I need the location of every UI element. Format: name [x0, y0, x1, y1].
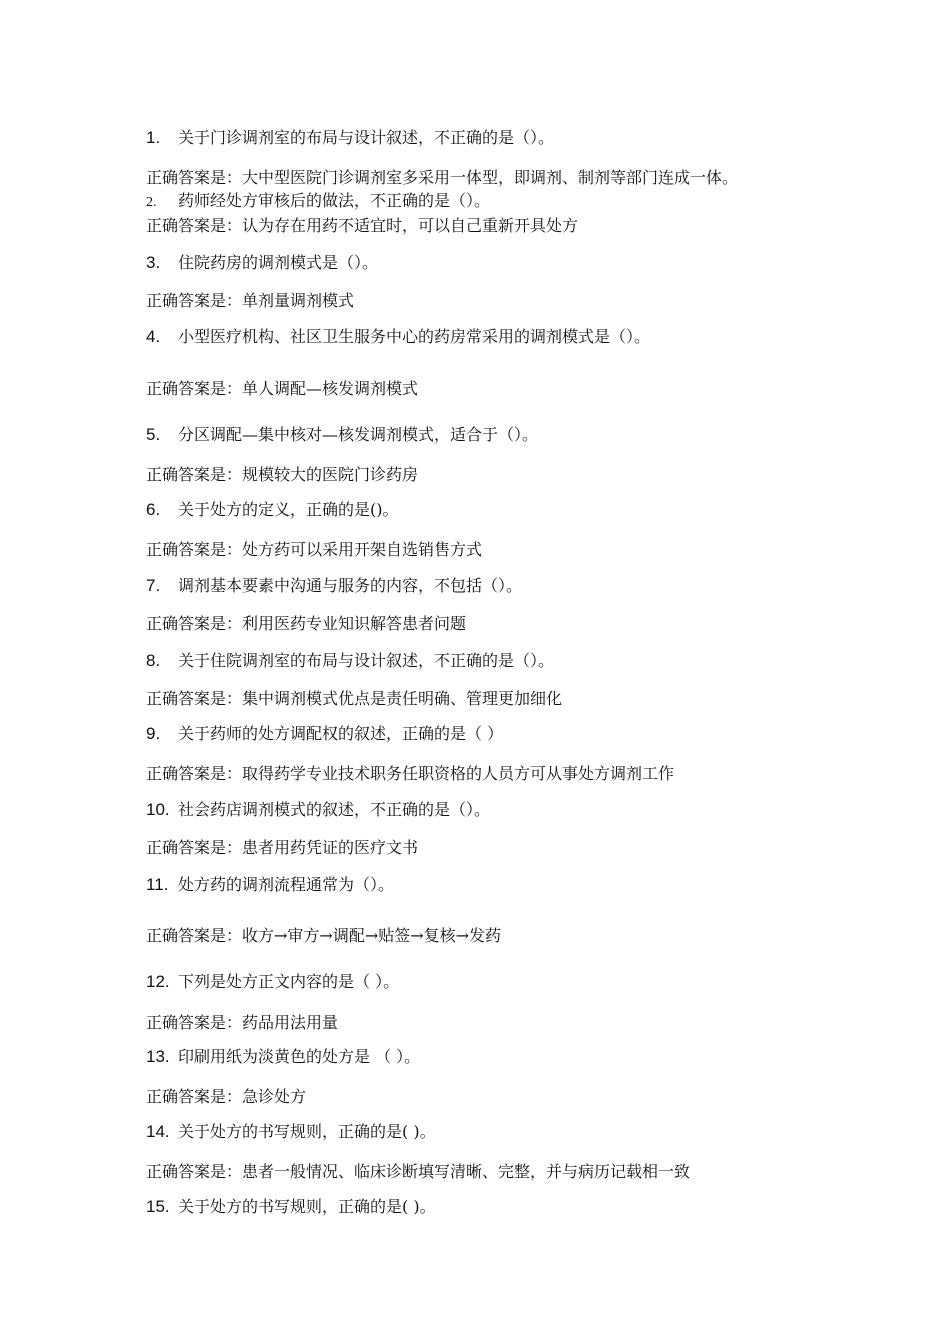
answer-6 [146, 540, 482, 560]
question-14 [146, 1122, 436, 1142]
answer-text: 急诊处方 [242, 1087, 307, 1106]
answer-text: 单剂量调剂模式 [242, 291, 355, 310]
question-text: 印刷用纸为淡黄色的处方是 （ ）。 [178, 1047, 421, 1066]
question-11 [146, 875, 394, 895]
answer-7 [146, 614, 466, 634]
question-number: 12. [146, 972, 170, 991]
question-2 [146, 191, 490, 213]
question-number: 10. [146, 800, 170, 819]
question-7 [146, 576, 522, 596]
answer-10 [146, 838, 418, 858]
answer-12 [146, 1013, 338, 1033]
answer-prefix: 正确答案是： [146, 168, 243, 187]
question-number: 3. [146, 253, 161, 272]
answer-3 [146, 291, 354, 311]
answer-text: 集中调剂模式优点是责任明确、管理更加细化 [242, 689, 563, 708]
answer-prefix: 正确答案是： [146, 216, 243, 235]
answer-5 [146, 465, 418, 485]
question-text: 住院药房的调剂模式是（）。 [178, 253, 379, 272]
answer-8 [146, 689, 562, 709]
answer-text: 患者用药凭证的医疗文书 [242, 838, 419, 857]
question-number: 14. [146, 1122, 170, 1141]
question-number: 4. [146, 327, 161, 346]
answer-prefix: 正确答案是： [146, 540, 243, 559]
question-9 [146, 724, 503, 744]
question-number: 5. [146, 425, 161, 444]
question-text: 关于住院调剂室的布局与设计叙述，不正确的是（）。 [178, 651, 555, 670]
answer-text: 单人调配—核发调剂模式 [242, 379, 419, 398]
answer-prefix: 正确答案是： [146, 838, 243, 857]
answer-text: 规模较大的医院门诊药房 [242, 465, 419, 484]
answer-9 [146, 764, 674, 784]
question-text: 小型医疗机构、社区卫生服务中心的药房常采用的调剂模式是（）。 [178, 327, 651, 346]
answer-prefix: 正确答案是： [146, 379, 243, 398]
question-10 [146, 800, 490, 820]
answer-11 [146, 926, 501, 946]
question-number: 9. [146, 724, 161, 743]
question-text: 下列是处方正文内容的是（ ）。 [178, 972, 400, 991]
question-text: 处方药的调剂流程通常为（）。 [178, 875, 395, 894]
question-text: 社会药店调剂模式的叙述，不正确的是（）。 [178, 800, 491, 819]
answer-text: 利用医药专业知识解答患者问题 [242, 614, 467, 633]
question-text: 药师经处方审核后的做法，不正确的是（）。 [178, 191, 491, 210]
question-3 [146, 253, 378, 273]
question-text: 关于处方的定义，正确的是()。 [178, 500, 399, 519]
answer-1 [146, 168, 738, 188]
answer-2 [146, 216, 578, 236]
answer-text: 患者一般情况、临床诊断填写清晰、完整，并与病历记载相一致 [242, 1162, 691, 1181]
answer-prefix: 正确答案是： [146, 1087, 243, 1106]
question-number: 15. [146, 1197, 170, 1216]
question-number: 7. [146, 576, 161, 595]
answer-text: 认为存在用药不适宜时，可以自己重新开具处方 [242, 216, 579, 235]
answer-text: 大中型医院门诊调剂室多采用一体型，即调剂、制剂等部门连成一体。 [242, 168, 739, 187]
answer-14 [146, 1162, 690, 1182]
question-number: 11. [146, 875, 169, 894]
answer-prefix: 正确答案是： [146, 1013, 243, 1032]
answer-prefix: 正确答案是： [146, 926, 243, 945]
question-15 [146, 1197, 436, 1217]
question-text: 关于处方的书写规则，正确的是( )。 [178, 1197, 436, 1216]
answer-13 [146, 1087, 306, 1107]
answer-prefix: 正确答案是： [146, 689, 243, 708]
answer-text: 处方药可以采用开架自选销售方式 [242, 540, 483, 559]
question-text: 分区调配—集中核对—核发调剂模式，适合于（）。 [178, 425, 539, 444]
answer-text: 取得药学专业技术职务任职资格的人员方可从事处方调剂工作 [242, 764, 675, 783]
question-12 [146, 972, 399, 992]
question-number: 2. [146, 195, 157, 210]
question-number: 6. [146, 500, 161, 519]
question-8 [146, 651, 554, 671]
question-text: 关于药师的处方调配权的叙述，正确的是（ ） [178, 724, 504, 743]
answer-prefix: 正确答案是： [146, 1162, 243, 1181]
answer-prefix: 正确答案是： [146, 614, 243, 633]
question-number: 8. [146, 651, 161, 670]
question-text: 调剂基本要素中沟通与服务的内容，不包括（）。 [178, 576, 523, 595]
answer-prefix: 正确答案是： [146, 291, 243, 310]
answer-4 [146, 379, 418, 399]
answer-prefix: 正确答案是： [146, 465, 243, 484]
question-text: 关于处方的书写规则，正确的是( )。 [178, 1122, 436, 1141]
question-13 [146, 1047, 420, 1067]
answer-text: 收方→审方→调配→贴签→复核→发药 [242, 926, 502, 945]
question-6 [146, 500, 399, 520]
question-number: 13. [146, 1047, 170, 1066]
answer-text: 药品用法用量 [242, 1013, 339, 1032]
question-1 [146, 128, 554, 148]
answer-prefix: 正确答案是： [146, 764, 243, 783]
question-4 [146, 327, 650, 347]
question-text: 关于门诊调剂室的布局与设计叙述，不正确的是（）。 [178, 128, 555, 147]
question-number: 1. [146, 128, 161, 147]
question-5 [146, 425, 538, 445]
